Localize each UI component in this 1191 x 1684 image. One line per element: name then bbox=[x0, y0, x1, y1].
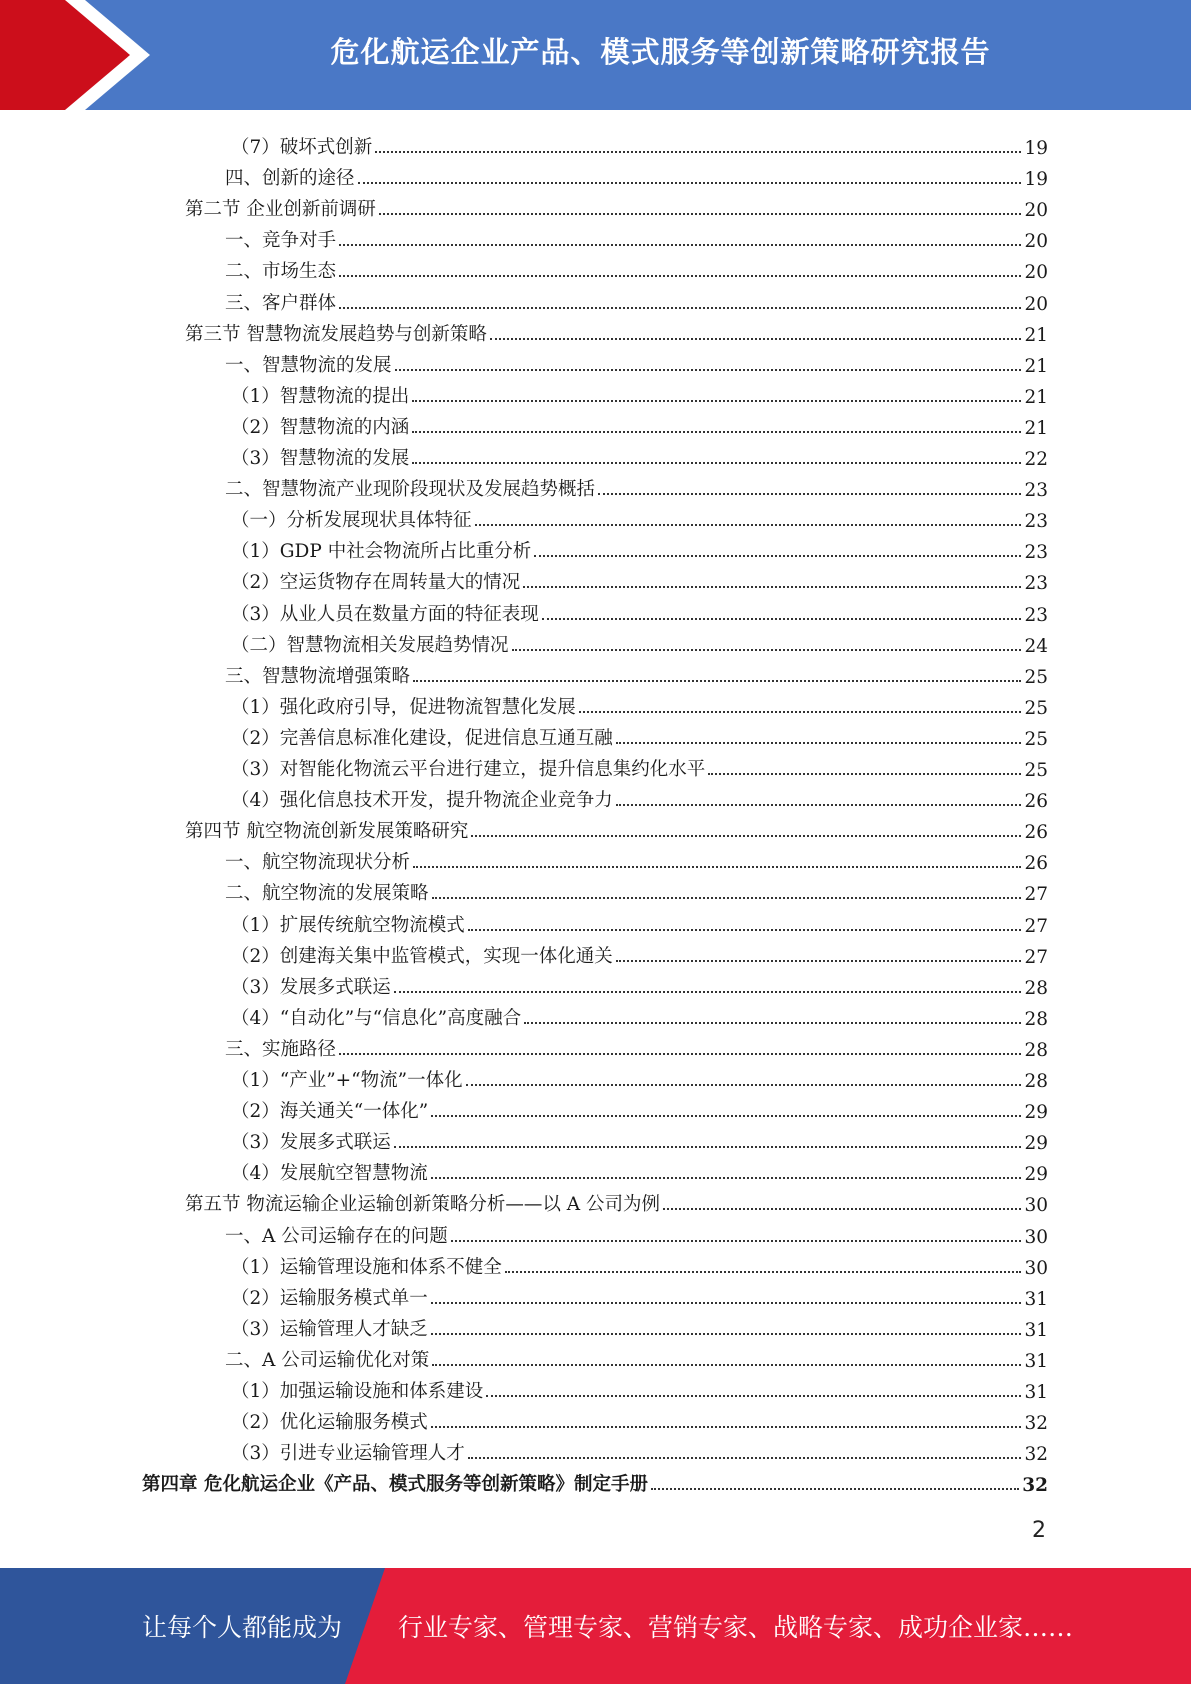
toc-entry-page: 31 bbox=[1024, 1382, 1048, 1403]
toc-entry-page: 21 bbox=[1024, 355, 1048, 377]
toc-dot-leader bbox=[651, 1488, 1019, 1490]
toc-entry-label: 一、航空物流现状分析 bbox=[225, 852, 411, 874]
toc-entry-label: 一、智慧物流的发展 bbox=[225, 354, 392, 376]
toc-entry[interactable] bbox=[225, 1217, 1048, 1248]
toc-entry-label: 二、航空物流的发展策略 bbox=[225, 883, 429, 905]
toc-dot-leader bbox=[431, 1333, 1022, 1335]
toc-dot-leader bbox=[375, 151, 1021, 153]
toc-entry-label: （7）破坏式创新 bbox=[231, 137, 373, 158]
toc-entry-label: （1）GDP 中社会物流所占比重分析 bbox=[231, 541, 532, 563]
toc-entry[interactable] bbox=[231, 1403, 1048, 1434]
toc-entry-page: 27 bbox=[1024, 884, 1048, 906]
toc-entry-label: （1）运输管理设施和体系不健全 bbox=[231, 1256, 502, 1278]
toc-entry-page: 28 bbox=[1024, 1039, 1048, 1061]
toc-entry-page: 24 bbox=[1024, 635, 1048, 657]
footer-slogan-left: 让每个人都能成为 bbox=[142, 1613, 343, 1642]
toc-entry-page: 28 bbox=[1024, 1071, 1048, 1092]
toc-entry-label: 一、竞争对手 bbox=[225, 230, 337, 252]
toc-dot-leader bbox=[468, 1457, 1022, 1459]
toc-dot-leader bbox=[394, 1146, 1022, 1148]
toc-chapter-entry[interactable] bbox=[142, 1465, 1048, 1496]
toc-dot-leader bbox=[431, 1302, 1022, 1304]
toc-entry-label: （2）智慧物流的内涵 bbox=[231, 416, 410, 438]
page-footer bbox=[0, 1568, 1191, 1684]
toc-dot-leader bbox=[379, 213, 1022, 215]
toc-section-entry[interactable] bbox=[185, 315, 1048, 346]
toc-entry-page: 23 bbox=[1024, 542, 1048, 564]
toc-dot-leader bbox=[505, 1271, 1022, 1273]
toc-dot-leader bbox=[339, 307, 1021, 309]
toc-dot-leader bbox=[512, 649, 1022, 651]
toc-entry-label: 二、智慧物流产业现阶段现状及发展趋势概括 bbox=[225, 479, 596, 501]
toc-entry[interactable] bbox=[231, 1123, 1048, 1154]
toc-entry[interactable] bbox=[231, 1310, 1048, 1341]
toc-entry-page: 31 bbox=[1024, 1350, 1048, 1372]
toc-entry-label: 第四节 航空物流创新发展策略研究 bbox=[185, 821, 469, 843]
toc-entry-label: 三、客户群体 bbox=[225, 292, 337, 314]
toc-entry-page: 25 bbox=[1024, 760, 1048, 781]
toc-entry[interactable] bbox=[225, 874, 1048, 905]
toc-entry-page: 22 bbox=[1024, 449, 1048, 470]
toc-entry-label: 一、A 公司运输存在的问题 bbox=[225, 1225, 448, 1247]
toc-entry[interactable] bbox=[231, 501, 1048, 532]
toc-entry-label: （1）扩展传统航空物流模式 bbox=[231, 914, 465, 936]
toc-dot-leader bbox=[412, 462, 1021, 464]
toc-entry-page: 23 bbox=[1024, 604, 1048, 626]
toc-entry-label: （4）强化信息技术开发，提升物流企业竞争力 bbox=[231, 790, 613, 812]
toc-entry[interactable] bbox=[231, 1061, 1048, 1092]
toc-entry-label: （1）加强运输设施和体系建设 bbox=[231, 1381, 484, 1402]
toc-dot-leader bbox=[412, 400, 1021, 402]
toc-dot-leader bbox=[523, 586, 1021, 588]
toc-entry[interactable] bbox=[225, 221, 1048, 252]
toc-entry[interactable] bbox=[225, 346, 1048, 377]
toc-entry[interactable] bbox=[231, 408, 1048, 439]
toc-entry-label: （4）发展航空智慧物流 bbox=[231, 1163, 428, 1185]
toc-entry-page: 29 bbox=[1024, 1164, 1048, 1186]
toc-entry-page: 26 bbox=[1024, 853, 1048, 875]
toc-entry-page: 32 bbox=[1022, 1475, 1048, 1497]
toc-entry-page: 29 bbox=[1024, 1102, 1048, 1124]
toc-dot-leader bbox=[412, 431, 1021, 433]
toc-entry-label: （3）引进专业运输管理人才 bbox=[231, 1443, 465, 1465]
toc-dot-leader bbox=[579, 711, 1022, 713]
toc-entry-page: 26 bbox=[1024, 791, 1048, 813]
toc-dot-leader bbox=[708, 773, 1021, 775]
toc-entry-label: 二、市场生态 bbox=[225, 261, 337, 283]
toc-entry-page: 28 bbox=[1024, 977, 1048, 999]
toc-entry-page: 26 bbox=[1024, 822, 1048, 844]
toc-dot-leader bbox=[534, 555, 1021, 557]
toc-entry-label: （3）发展多式联运 bbox=[231, 976, 391, 998]
toc-dot-leader bbox=[451, 1240, 1022, 1242]
toc-entry-page: 30 bbox=[1024, 1195, 1048, 1217]
toc-section-entry[interactable] bbox=[185, 1185, 1048, 1216]
toc-entry-page: 31 bbox=[1024, 1319, 1048, 1341]
toc-entry-page: 28 bbox=[1024, 1008, 1048, 1030]
toc-entry-label: 三、智慧物流增强策略 bbox=[225, 665, 411, 687]
toc-entry[interactable] bbox=[231, 688, 1048, 719]
toc-entry-label: （3）从业人员在数量方面的特征表现 bbox=[231, 603, 539, 625]
toc-dot-leader bbox=[466, 1084, 1022, 1086]
toc-entry-label: （3）发展多式联运 bbox=[231, 1132, 391, 1154]
toc-entry[interactable] bbox=[231, 750, 1048, 781]
toc-entry[interactable] bbox=[231, 1372, 1048, 1403]
toc-dot-leader bbox=[432, 897, 1022, 899]
toc-entry-page: 20 bbox=[1024, 293, 1048, 315]
toc-entry-page: 23 bbox=[1024, 573, 1048, 595]
toc-dot-leader bbox=[616, 742, 1022, 744]
toc-entry[interactable] bbox=[231, 595, 1048, 626]
toc-dot-leader bbox=[413, 866, 1021, 868]
toc-entry[interactable] bbox=[231, 626, 1048, 657]
toc-dot-leader bbox=[616, 804, 1022, 806]
toc-entry-page: 19 bbox=[1024, 138, 1048, 159]
toc-entry-label: 二、A 公司运输优化对策 bbox=[225, 1349, 430, 1371]
toc-entry-page: 30 bbox=[1024, 1257, 1048, 1279]
toc-entry-page: 23 bbox=[1024, 480, 1048, 502]
toc-entry-page: 25 bbox=[1024, 697, 1048, 719]
toc-entry[interactable] bbox=[225, 159, 1048, 190]
toc-entry[interactable] bbox=[231, 906, 1048, 937]
toc-entry-page: 31 bbox=[1024, 1288, 1048, 1310]
toc-entry-label: 第二节 企业创新前调研 bbox=[185, 199, 376, 221]
toc-dot-leader bbox=[395, 369, 1022, 371]
toc-entry-page: 32 bbox=[1024, 1413, 1048, 1435]
toc-entry-label: 第五节 物流运输企业运输创新策略分析——以 A 公司为例 bbox=[185, 1194, 661, 1216]
toc-entry[interactable] bbox=[225, 843, 1048, 874]
toc-dot-leader bbox=[431, 1426, 1022, 1428]
toc-section-entry[interactable] bbox=[185, 190, 1048, 221]
toc-entry-page: 20 bbox=[1024, 200, 1048, 222]
toc-entry-page: 25 bbox=[1024, 728, 1048, 750]
toc-entry-label: （3）智慧物流的发展 bbox=[231, 448, 410, 469]
toc-entry[interactable] bbox=[231, 1092, 1048, 1123]
toc-dot-leader bbox=[394, 991, 1022, 993]
toc-entry[interactable] bbox=[225, 284, 1048, 315]
toc-entry-label: （2）完善信息标准化建设，促进信息互通互融 bbox=[231, 727, 613, 749]
toc-entry[interactable] bbox=[231, 1279, 1048, 1310]
footer-slogan-right: 行业专家、管理专家、营销专家、战略专家、成功企业家…… bbox=[398, 1613, 1074, 1642]
toc-dot-leader bbox=[339, 244, 1021, 246]
toc-entry-page: 19 bbox=[1024, 169, 1048, 191]
toc-entry-label: （1）强化政府引导，促进物流智慧化发展 bbox=[231, 696, 576, 718]
toc-dot-leader bbox=[616, 960, 1022, 962]
toc-entry-page: 25 bbox=[1024, 666, 1048, 688]
toc-entry[interactable] bbox=[231, 128, 1048, 159]
toc-entry[interactable] bbox=[231, 781, 1048, 812]
toc-dot-leader bbox=[358, 182, 1022, 184]
toc-entry[interactable] bbox=[231, 1434, 1048, 1465]
toc-entry[interactable] bbox=[231, 999, 1048, 1030]
toc-entry-label: （2）优化运输服务模式 bbox=[231, 1412, 428, 1434]
toc-entry[interactable] bbox=[231, 532, 1048, 563]
toc-entry-label: （1）智慧物流的提出 bbox=[231, 385, 410, 407]
toc-entry-label: （4）“自动化”与“信息化”高度融合 bbox=[231, 1007, 522, 1029]
toc-dot-leader bbox=[598, 493, 1021, 495]
toc-dot-leader bbox=[475, 524, 1022, 526]
toc-entry-page: 21 bbox=[1024, 386, 1048, 408]
toc-dot-leader bbox=[542, 618, 1022, 620]
toc-entry-label: （1）“产业”+“物流”一体化 bbox=[231, 1070, 463, 1091]
document-title: 危化航运企业产品、模式服务等创新策略研究报告 bbox=[330, 34, 991, 69]
toc-dot-leader bbox=[468, 929, 1022, 931]
toc-dot-leader bbox=[432, 1364, 1021, 1366]
toc-dot-leader bbox=[431, 1115, 1021, 1117]
toc-dot-leader bbox=[339, 275, 1021, 277]
toc-entry-page: 20 bbox=[1024, 231, 1048, 253]
toc-entry[interactable] bbox=[231, 937, 1048, 968]
toc-entry-label: （3）运输管理人才缺乏 bbox=[231, 1318, 428, 1340]
toc-dot-leader bbox=[339, 1053, 1021, 1055]
toc-entry[interactable] bbox=[225, 470, 1048, 501]
toc-entry-label: 第三节 智慧物流发展趋势与创新策略 bbox=[185, 323, 487, 345]
toc-section-entry[interactable] bbox=[185, 812, 1048, 843]
toc-entry-label: （2）创建海关集中监管模式，实现一体化通关 bbox=[231, 945, 613, 967]
toc-entry-page: 21 bbox=[1024, 324, 1048, 346]
toc-entry-page: 20 bbox=[1024, 262, 1048, 284]
toc-entry-label: （一）分析发展现状具体特征 bbox=[231, 510, 472, 532]
toc-entry[interactable] bbox=[231, 968, 1048, 999]
toc-entry-page: 27 bbox=[1024, 946, 1048, 968]
toc-dot-leader bbox=[486, 1395, 1021, 1397]
toc-entry[interactable] bbox=[231, 1248, 1048, 1279]
toc-entry-page: 30 bbox=[1024, 1226, 1048, 1248]
toc-entry[interactable] bbox=[231, 719, 1048, 750]
toc-entry[interactable] bbox=[231, 563, 1048, 594]
toc-entry[interactable] bbox=[231, 377, 1048, 408]
toc-dot-leader bbox=[471, 835, 1021, 837]
toc-entry-label: 三、实施路径 bbox=[225, 1038, 337, 1060]
toc-entry-label: （3）对智能化物流云平台进行建立，提升信息集约化水平 bbox=[231, 759, 706, 780]
toc-entry-label: （2）运输服务模式单一 bbox=[231, 1287, 428, 1309]
toc-entry-page: 23 bbox=[1024, 511, 1048, 533]
toc-dot-leader bbox=[413, 680, 1021, 682]
toc-entry[interactable] bbox=[225, 1030, 1048, 1061]
toc-entry[interactable] bbox=[225, 252, 1048, 283]
toc-dot-leader bbox=[431, 1177, 1022, 1179]
toc-entry-label: 四、创新的途径 bbox=[225, 168, 355, 190]
toc-dot-leader bbox=[490, 338, 1022, 340]
toc-entry-page: 27 bbox=[1024, 915, 1048, 937]
toc-dot-leader bbox=[663, 1208, 1021, 1210]
toc-entry-page: 29 bbox=[1024, 1133, 1048, 1155]
toc-dot-leader bbox=[524, 1022, 1021, 1024]
page-header bbox=[0, 0, 1191, 110]
toc-entry[interactable] bbox=[231, 1154, 1048, 1185]
page-number: 2 bbox=[1032, 1518, 1046, 1543]
toc-entry-page: 32 bbox=[1024, 1444, 1048, 1466]
toc-entry-label: （2）海关通关“一体化” bbox=[231, 1101, 429, 1123]
toc-entry-label: （2）空运货物存在周转量大的情况 bbox=[231, 572, 521, 594]
toc-entry-page: 21 bbox=[1024, 417, 1048, 439]
toc-entry[interactable] bbox=[225, 1341, 1048, 1372]
toc-entry-label: 第四章 危化航运企业《产品、模式服务等创新策略》制定手册 bbox=[142, 1474, 648, 1496]
toc-entry[interactable] bbox=[225, 657, 1048, 688]
toc-entry[interactable] bbox=[231, 439, 1048, 470]
toc-entry-label: （二）智慧物流相关发展趋势情况 bbox=[231, 634, 509, 656]
